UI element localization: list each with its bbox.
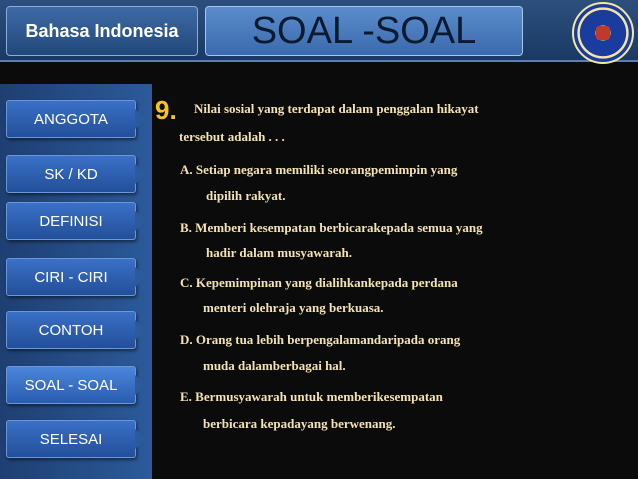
option-c-line1: C. Kepemimpinan yang dialihkankepada perdana <box>180 275 458 290</box>
menu-button-soal-soal[interactable]: SOAL - SOAL <box>6 366 136 404</box>
menu-button-ciri-ciri[interactable]: CIRI - CIRI <box>6 258 136 296</box>
option-c-line2: menteri olehraja yang berkuasa. <box>203 300 384 315</box>
menu-button-definisi[interactable]: DEFINISI <box>6 202 136 240</box>
option-e-line2: berbicara kepadayang berwenang. <box>203 416 396 431</box>
menu-button-sk-kd[interactable]: SK / KD <box>6 155 136 193</box>
option-d-line2: muda dalamberbagai hal. <box>203 358 346 373</box>
question-number: 9. <box>155 95 177 125</box>
option-b-line1: B. Memberi kesempatan berbicarakepada semua yang <box>180 220 483 235</box>
logo-emblem-icon <box>596 26 610 40</box>
page-title: SOAL -SOAL <box>205 6 523 56</box>
option-e-line1: E. Bermusyawarah untuk memberikesempatan <box>180 389 443 404</box>
school-logo-icon <box>572 2 634 64</box>
question-stem-line1: Nilai sosial yang terdapat dalam penggalan hikayat <box>194 101 479 116</box>
menu-button-contoh[interactable]: CONTOH <box>6 311 136 349</box>
header-bar <box>0 0 638 62</box>
option-a-line1: A. Setiap negara memiliki seorangpemimpin yang <box>180 162 458 177</box>
subject-label: Bahasa Indonesia <box>6 6 198 56</box>
option-a-line2: dipilih rakyat. <box>206 188 286 203</box>
option-d-line1: D. Orang tua lebih berpengalamandaripada orang <box>180 332 461 347</box>
menu-button-anggota[interactable]: ANGGOTA <box>6 100 136 138</box>
menu-button-selesai[interactable]: SELESAI <box>6 420 136 458</box>
option-b-line2: hadir dalam musyawarah. <box>206 245 353 260</box>
question-stem-line2: tersebut adalah . . . <box>179 129 285 144</box>
